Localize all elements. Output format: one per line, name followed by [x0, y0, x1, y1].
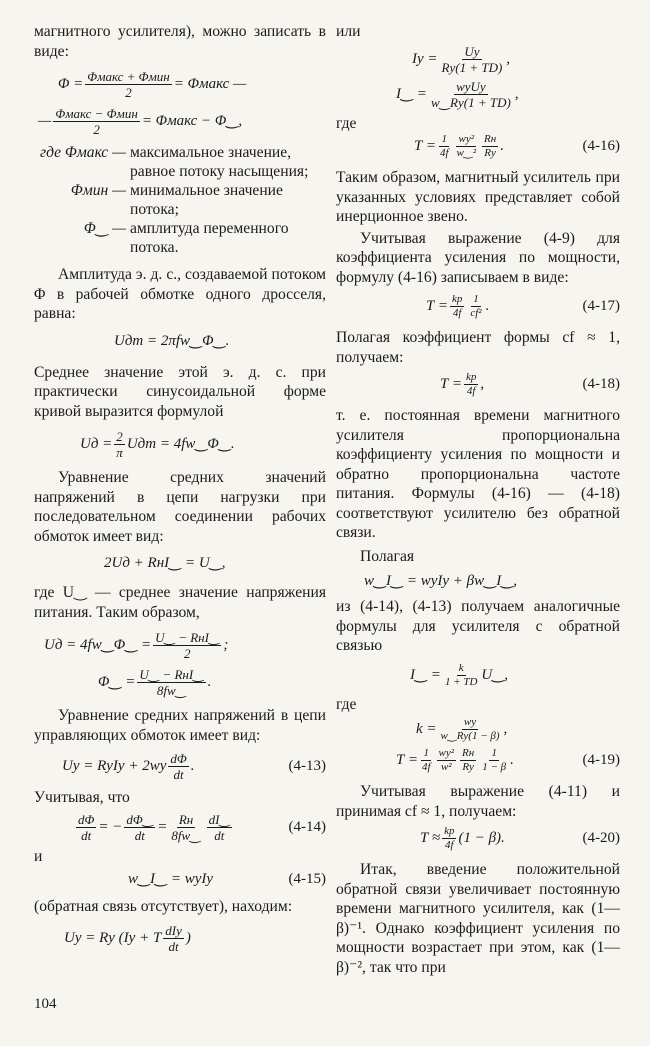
denominator: 4f [421, 761, 431, 773]
denominator: 2 [184, 646, 191, 661]
equation-number: (4-15) [288, 871, 326, 887]
denominator: 1 − β [482, 761, 507, 773]
equation-part: = Φмакс — [173, 76, 247, 92]
numerator: 1 [423, 747, 429, 759]
denominator: dt [134, 827, 145, 843]
fraction [429, 79, 513, 110]
equation-number: (4-20) [582, 830, 620, 846]
denominator: π [116, 445, 123, 460]
paragraph: (обратная связь отсутствует), находим: [34, 898, 293, 915]
equation-part: = − [98, 818, 123, 835]
paragraph: Уравнение средних значений напряжений в цепи нагрузки при последовательном соединении рабочих обмоток имеет вид: [34, 469, 326, 545]
numerator: dΦ [78, 811, 95, 827]
paragraph: где U‿ — среднее значение напряжения питания. Таким образом, [34, 584, 326, 621]
equation-number: (4-16) [582, 138, 620, 154]
numerator: Rн [462, 747, 475, 759]
equation [336, 44, 620, 75]
numerator: 1 [441, 133, 447, 145]
numerator: Uу [464, 43, 480, 59]
denominator: 4f [444, 839, 454, 851]
numerator: k [458, 661, 464, 674]
definition-text: максимальное значение, равное потоку насыщения; [130, 144, 309, 180]
equation-part: Uдт = 4fw‿Φ‿. [126, 436, 235, 452]
fraction [438, 133, 451, 160]
equation-part: = [157, 818, 168, 835]
numerator: wу² [458, 133, 475, 145]
numerator: Rн [484, 133, 497, 145]
fraction [76, 812, 96, 843]
denominator: dt [81, 827, 92, 843]
equation-part: . [500, 138, 504, 154]
fraction [440, 44, 505, 75]
denominator: 2 [125, 85, 132, 100]
definition-text: амплитуда переменного потока. [130, 220, 289, 256]
numerator: 2 [116, 429, 123, 444]
equation-number: (4-17) [582, 298, 620, 314]
numerator: Rн [178, 811, 194, 827]
denominator: w‿Rу(1 − β) [440, 730, 500, 742]
equation: Uдт = 2πfw‿Φ‿. [114, 332, 230, 349]
equation-number: (4-14) [288, 818, 326, 835]
equation-part: U‿, [481, 666, 509, 683]
equation [336, 79, 620, 110]
numerator: Φмакс + Φмин [87, 69, 170, 84]
paragraph: Учитывая выражение (4-9) для коэффициента усиления по мощности, формулу (4-16) записываем в виде: [336, 229, 620, 286]
equation-number: (4-18) [582, 376, 620, 392]
denominator: Rу [484, 147, 496, 159]
definitions [34, 143, 326, 257]
fraction [437, 747, 457, 774]
numerator: dΦ [170, 751, 187, 766]
denominator: 2 [93, 122, 100, 137]
equation-part: T ≈ [420, 830, 441, 846]
paragraph: Полагая [360, 547, 415, 565]
equation-part: Uу = RуIу + 2wу [62, 758, 167, 774]
definition [34, 219, 326, 257]
fraction [464, 371, 478, 398]
denominator: 8fw‿ [156, 683, 187, 698]
equation-part: T = [426, 298, 448, 314]
equation-part: , [506, 50, 511, 67]
paragraph: магнитного усилителя), можно записать в виде: [34, 23, 326, 60]
equation-part: Iу = [412, 50, 438, 67]
fraction [114, 429, 125, 460]
equation-part: = Φмакс − Φ‿, [141, 113, 243, 129]
fraction [168, 751, 188, 782]
fraction [153, 630, 221, 661]
numerator: Φмакс − Φмин [55, 106, 138, 121]
fraction [468, 293, 483, 320]
page-number: 104 [34, 996, 57, 1012]
equation [336, 716, 620, 743]
equation-part: T = [440, 376, 462, 392]
paragraph: и [34, 847, 43, 865]
numerator: U‿ − RнI‿ [155, 630, 220, 645]
fraction [137, 667, 205, 698]
denominator: dt [168, 938, 179, 954]
equation-part: ) [185, 929, 191, 946]
equation-part: w‿I‿ = wуIу [128, 871, 214, 887]
equation-part: . [510, 752, 514, 768]
equation [336, 371, 620, 398]
equation [336, 133, 620, 160]
fraction [85, 69, 171, 100]
equation [34, 429, 326, 460]
equation: w‿I‿ = wуIу + βw‿I‿, [364, 573, 518, 589]
denominator: cf² [470, 307, 482, 319]
equation [336, 662, 620, 689]
equation [34, 812, 326, 843]
denominator: w² [440, 761, 452, 773]
equation [34, 667, 326, 698]
definition [34, 143, 326, 181]
equation [34, 630, 326, 661]
numerator: dΦ‿ [126, 811, 154, 827]
equation-part: , [480, 376, 485, 392]
fraction [439, 716, 502, 743]
equation [34, 751, 326, 782]
fraction [169, 812, 202, 843]
paragraph: из (4-14), (4-13) получаем аналогичные формулы для усилителя с обратной связью [336, 598, 620, 654]
fraction [207, 812, 232, 843]
numerator: dI‿ [208, 811, 230, 827]
paragraph: Уравнение средних напряжений в цепи управляющих обмоток имеет вид: [34, 707, 326, 744]
equation-part: Uд = [80, 436, 113, 452]
denominator: Rу(1 + TD) [441, 59, 503, 75]
paragraph: т. е. постоянная времени магнитного усилителя пропорциональна коэффициенту усиления по мощности и обратно пропорциональна частоте питания. Формулы (4-16) — (4-18) соответствуют усилителю без обратной связи. [336, 407, 620, 541]
numerator: dIу [165, 922, 182, 938]
numerator: U‿ − RнI‿ [139, 667, 204, 682]
equation-part: . [190, 758, 195, 774]
equation [34, 870, 326, 889]
definition-symbol: где Φмакс — [40, 144, 126, 161]
denominator: Rу [462, 761, 474, 773]
fraction [482, 133, 498, 160]
numerator: wу [463, 716, 477, 728]
fraction [442, 825, 456, 852]
fraction [460, 747, 476, 774]
equation-part: ; [223, 637, 229, 653]
equation [336, 747, 620, 774]
equation [336, 825, 620, 852]
right-column [336, 22, 620, 977]
equation-part: Φ‿ = [98, 674, 136, 690]
numerator: wу² [438, 747, 455, 759]
fraction [450, 293, 464, 320]
denominator: 8fw‿ [171, 827, 201, 843]
equation [34, 923, 326, 954]
denominator: 4f [452, 307, 462, 319]
paragraph: Среднее значение этой э. д. с. при практически синусоидальной форме кривой выразится формулой [34, 363, 326, 420]
paragraph: Учитывая, что [34, 789, 130, 806]
numerator: kр [465, 371, 477, 383]
equation-part: (1 − β). [458, 830, 505, 846]
paragraph: Полагая коэффициент формы cf ≈ 1, получаем: [336, 329, 620, 366]
equation-part: T = [396, 752, 418, 768]
denominator: w‿Rу(1 + TD) [430, 94, 511, 110]
equation-part: I‿ = [410, 666, 441, 683]
fraction [124, 812, 155, 843]
equation [336, 293, 620, 320]
equation [34, 69, 326, 100]
equation-part: Uу = Rу (Iу + T [64, 929, 162, 946]
fraction [53, 106, 139, 137]
paragraph: где [336, 114, 357, 132]
fraction [480, 747, 508, 774]
equation-part: — [38, 113, 52, 129]
equation [34, 106, 326, 137]
numerator: 1 [491, 747, 497, 759]
paragraph: Учитывая выражение (4-11) и принимая cf ≈ 1, получаем: [336, 783, 620, 820]
definition-symbol: Φмин — [70, 182, 126, 199]
definition [34, 181, 326, 219]
denominator: 4f [466, 385, 476, 397]
left-column [34, 22, 326, 954]
equation-part: , [503, 721, 508, 737]
equation-number: (4-13) [288, 758, 326, 774]
denominator: 4f [439, 147, 449, 159]
equation-part: k = [416, 721, 437, 737]
equation: 2Uд + RнI‿ = U‿, [104, 555, 226, 571]
paragraph: или [336, 23, 361, 40]
fraction [455, 133, 478, 160]
fraction [420, 747, 433, 774]
equation-number: (4-19) [582, 752, 620, 768]
definition-symbol: Φ‿ — [83, 220, 126, 237]
fraction [443, 662, 479, 689]
denominator: w‿² [456, 147, 476, 159]
equation-part: . [207, 674, 212, 690]
paragraph: Итак, введение положительной обратной связи увеличивает постоянную времени магнитного усилителя, как (1—β)⁻¹. Однако коэффициент усиления по мощности возрастает при этом, как (1—β)⁻², так что при [336, 861, 620, 976]
equation-part: Φ = [58, 76, 84, 92]
equation-part: T = [414, 138, 436, 154]
numerator: 1 [473, 293, 479, 305]
numerator: kр [451, 293, 463, 305]
denominator: 1 + TD [444, 675, 478, 688]
numerator: kр [444, 825, 455, 837]
fraction [163, 923, 184, 954]
denominator: dt [173, 767, 184, 782]
paragraph: Амплитуда э. д. с., создаваемой потоком Φ в рабочей обмотке одного дросселя, равна: [34, 266, 326, 322]
paragraph: Таким образом, магнитный усилитель при указанных условиях представляет собой инерционное звено. [336, 169, 620, 225]
denominator: dt [214, 827, 225, 843]
numerator: wуUу [456, 78, 486, 94]
equation-part: I‿ = [396, 85, 427, 102]
definition-text: минимальное значение потока; [130, 182, 283, 218]
paragraph: где [336, 695, 357, 713]
equation-part: Uд = 4fw‿Φ‿ = [44, 637, 152, 653]
equation-part: , [514, 85, 519, 102]
equation-part: . [485, 298, 490, 314]
